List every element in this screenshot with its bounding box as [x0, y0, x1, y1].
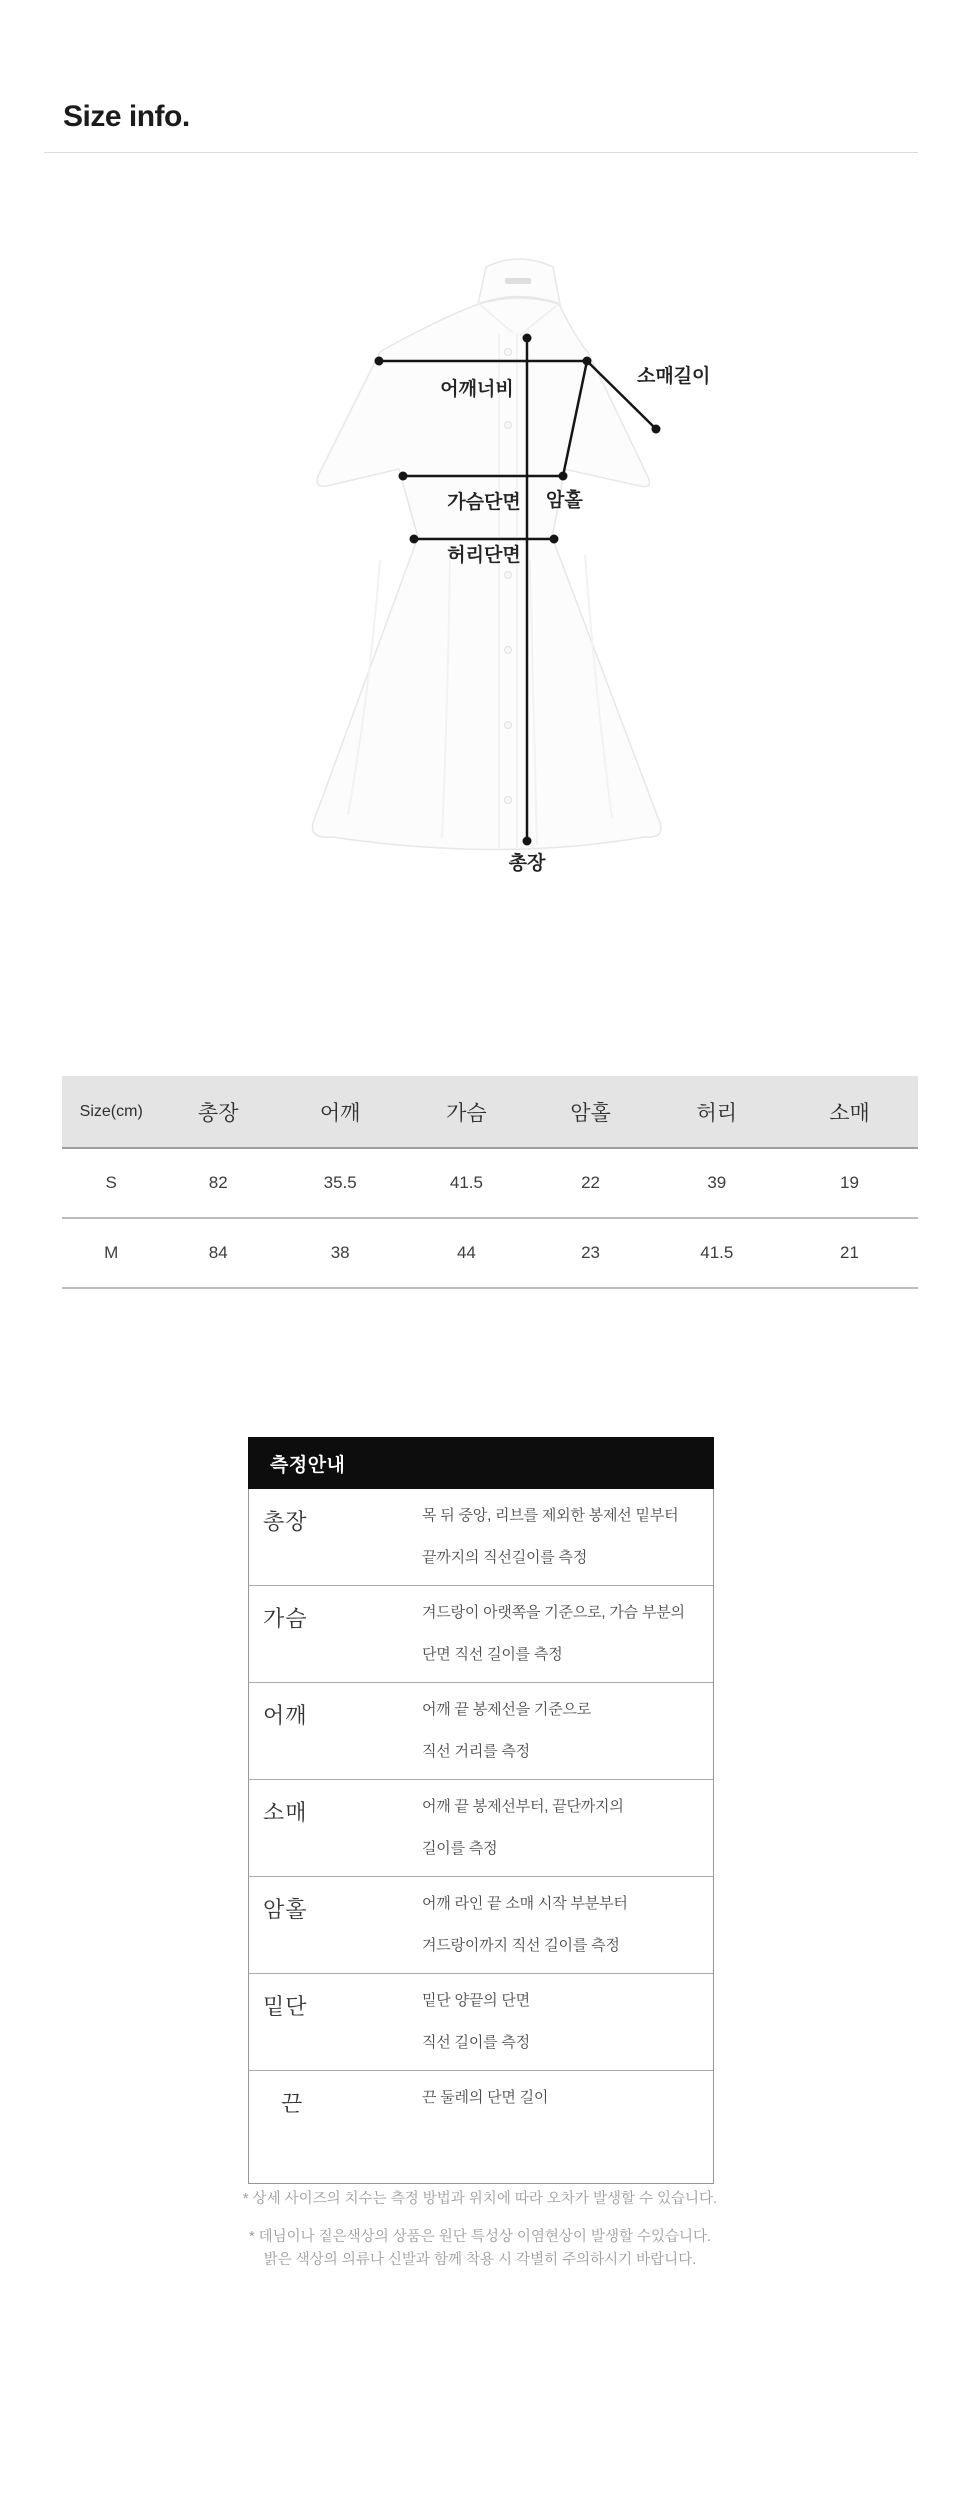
guide-desc-line: 길이를 측정 — [422, 1840, 498, 1857]
guide-description — [422, 1586, 713, 1682]
guide-label: 가슴 — [263, 1606, 308, 1631]
guide-row-hem — [249, 1974, 713, 2071]
measurement-guide-body — [248, 1489, 714, 2184]
size-table-row-s — [62, 1148, 918, 1218]
value-waist: 41.5 — [653, 1218, 781, 1288]
size-table-header-shoulder: 어깨 — [276, 1076, 404, 1148]
size-table-header-size: Size(cm) — [62, 1076, 160, 1148]
value-sleeve: 21 — [781, 1218, 918, 1288]
value-armhole: 22 — [528, 1148, 652, 1218]
guide-desc-line: 어깨 끝 봉제선을 기준으로 — [422, 1701, 592, 1718]
guide-label: 암홀 — [263, 1897, 308, 1922]
guide-desc-line: 목 뒤 중앙, 리브를 제외한 봉제선 밑부터 — [422, 1507, 679, 1524]
footer-notes — [0, 2188, 960, 2271]
dress-measurement-diagram — [240, 190, 740, 900]
page-title: Size info. — [63, 100, 190, 133]
chest-width-label: 가슴단면 — [447, 492, 521, 513]
value-length: 84 — [160, 1218, 276, 1288]
value-shoulder: 38 — [276, 1218, 404, 1288]
size-name: S — [62, 1148, 160, 1218]
value-sleeve: 19 — [781, 1148, 918, 1218]
guide-label: 어깨 — [263, 1703, 308, 1728]
measurement-guide-title: 측정안내 — [248, 1437, 714, 1489]
guide-label: 소매 — [263, 1800, 308, 1825]
guide-desc-line: 직선 거리를 측정 — [422, 1743, 530, 1760]
guide-description — [422, 1877, 713, 1973]
size-table-header-row — [62, 1076, 918, 1148]
waist-width-label: 허리단면 — [447, 545, 521, 566]
guide-description — [422, 1683, 713, 1779]
note-line: * 상세 사이즈의 치수는 측정 방법과 위치에 따라 오차가 발생할 수 있습니다. — [242, 2191, 718, 2207]
guide-row-sleeve — [249, 1780, 713, 1877]
guide-description — [422, 1489, 713, 1585]
size-table-row-m — [62, 1218, 918, 1288]
size-table-header-chest: 가슴 — [404, 1076, 528, 1148]
guide-description — [422, 1974, 713, 2070]
guide-row-strap — [249, 2071, 713, 2183]
guide-description — [422, 1780, 713, 1876]
value-waist: 39 — [653, 1148, 781, 1218]
value-armhole: 23 — [528, 1218, 652, 1288]
guide-desc-line: 겨드랑이까지 직선 길이를 측정 — [422, 1937, 620, 1954]
sleeve-length-label: 소매길이 — [637, 366, 711, 387]
value-chest: 44 — [404, 1218, 528, 1288]
shoulder-width-label: 어깨너비 — [440, 379, 514, 400]
title-divider — [44, 152, 918, 153]
guide-desc-line: 겨드랑이 아랫쪽을 기준으로, 가슴 부분의 — [422, 1604, 685, 1621]
guide-desc-line: 어깨 끝 봉제선부터, 끝단까지의 — [422, 1798, 624, 1815]
guide-label: 밑단 — [263, 1994, 308, 2019]
guide-desc-line: 어깨 라인 끝 소매 시작 부분부터 — [422, 1895, 628, 1912]
guide-desc-line: 직선 길이를 측정 — [422, 2034, 530, 2051]
value-shoulder: 35.5 — [276, 1148, 404, 1218]
note-line: * 데님이나 짙은색상의 상품은 원단 특성상 이염현상이 발생할 수있습니다. — [248, 2229, 712, 2246]
guide-desc-line: 끝까지의 직선길이를 측정 — [422, 1549, 588, 1566]
collar-brand-label — [505, 278, 531, 284]
measurement-guide-table — [248, 1437, 714, 2184]
size-table-header-sleeve: 소매 — [781, 1076, 918, 1148]
guide-description — [422, 2071, 713, 2125]
guide-label: 총장 — [263, 1509, 308, 1534]
armhole-label: 암홀 — [546, 490, 583, 511]
guide-row-armhole — [249, 1877, 713, 1974]
value-length: 82 — [160, 1148, 276, 1218]
guide-row-shoulder — [249, 1683, 713, 1780]
guide-desc-line: 단면 직선 길이를 측정 — [422, 1646, 563, 1663]
size-table-header-waist: 허리 — [653, 1076, 781, 1148]
size-table-header-length: 총장 — [160, 1076, 276, 1148]
value-chest: 41.5 — [404, 1148, 528, 1218]
total-length-label: 총장 — [508, 853, 546, 874]
size-table-header-armhole: 암홀 — [528, 1076, 652, 1148]
guide-row-length — [249, 1489, 713, 1586]
guide-label: 끈 — [281, 2091, 304, 2116]
note-line: 밝은 색상의 의류나 신발과 함께 착용 시 각별히 주의하시기 바랍니다. — [263, 2251, 697, 2268]
size-name: M — [62, 1218, 160, 1288]
guide-desc-line: 밑단 양끝의 단면 — [422, 1992, 530, 2009]
size-table — [62, 1076, 918, 1289]
guide-desc-line: 끈 둘레의 단면 길이 — [422, 2089, 549, 2106]
guide-row-chest — [249, 1586, 713, 1683]
